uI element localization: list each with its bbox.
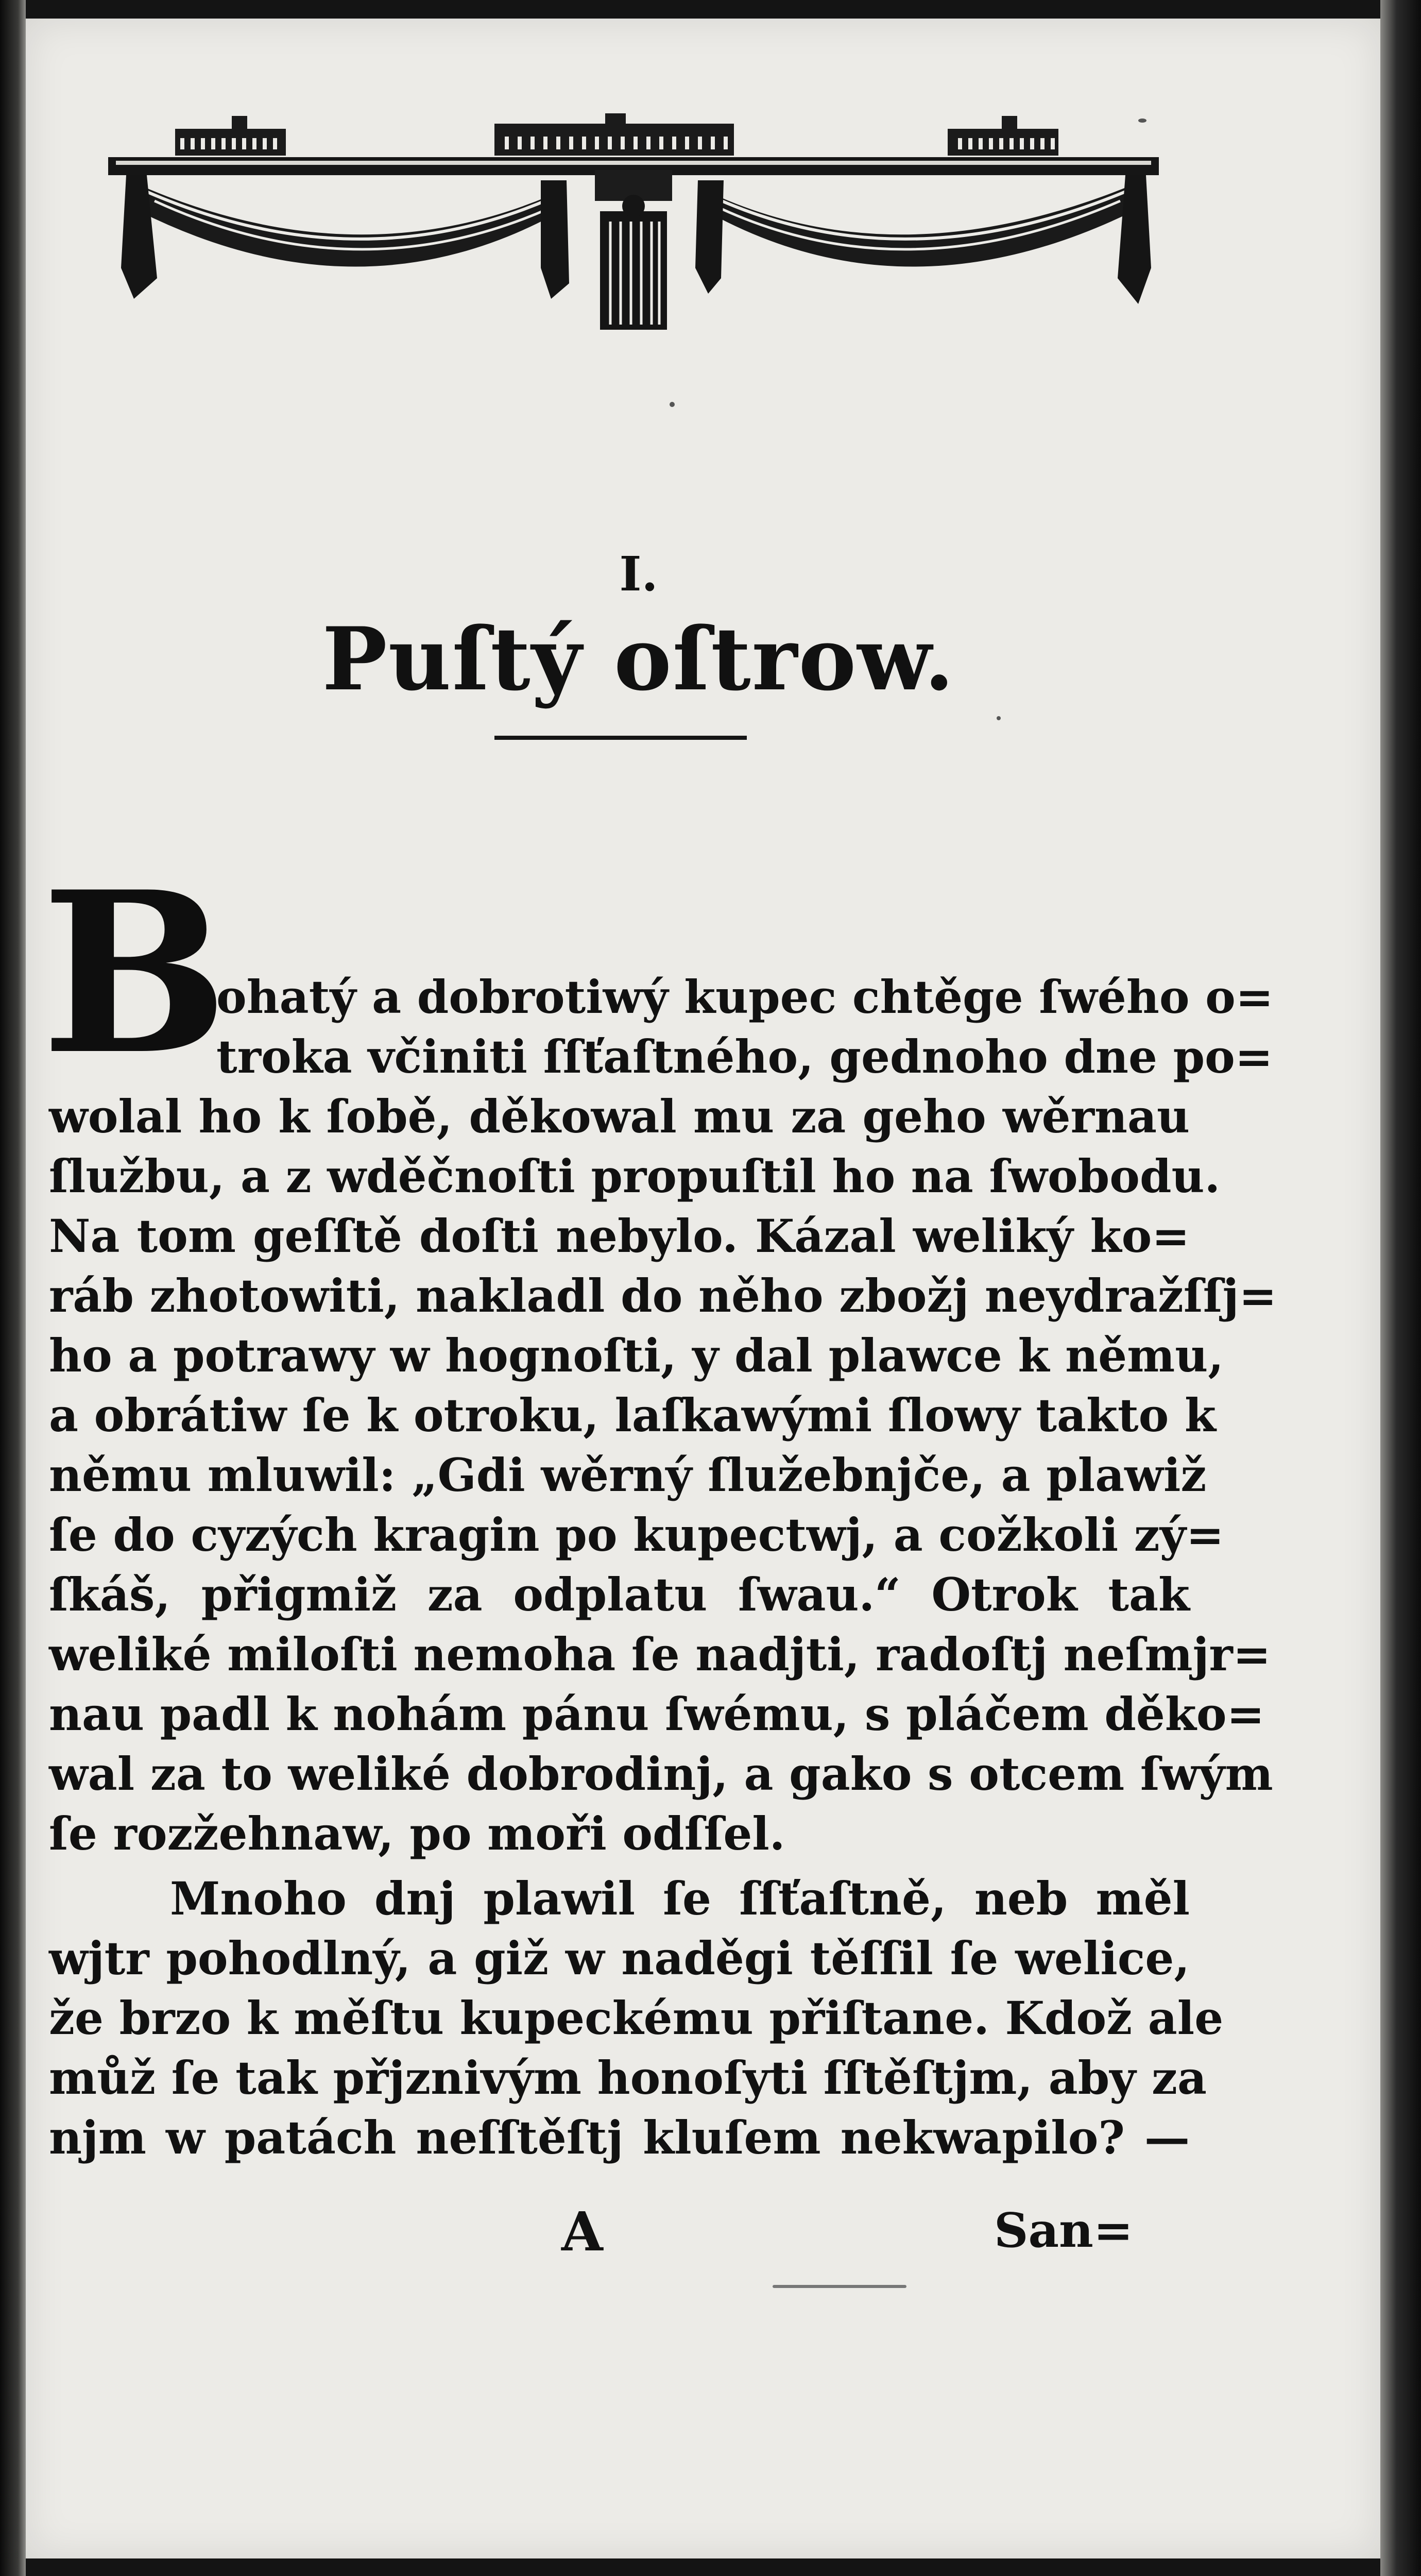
- text-line: wolal ho k ſobě, děkowal mu za geho wěrnau: [49, 1090, 1190, 1143]
- print-speck: [997, 716, 1001, 720]
- text-line: ohatý a dobrotiwý kupec chtěge ſwého o=: [216, 970, 1274, 1024]
- chapter-title: Puſtý oſtrow.: [322, 608, 955, 710]
- signature-mark: A: [561, 2200, 603, 2263]
- text-line: že brzo k měſtu kupeckému přiſtane. Kdož ale: [49, 1991, 1224, 2045]
- text-line: ſe rozžehnaw, po moři odſſel.: [49, 1807, 785, 1860]
- print-smudge: [773, 2285, 906, 2288]
- text-line: němu mluwil: „Gdi wěrný ſlužebnjče, a plawiž: [49, 1448, 1207, 1502]
- text-line: Na tom geſſtě doſti nebylo. Kázal weliký ko=: [49, 1209, 1190, 1263]
- text-line: můž ſe tak přjznivým honoſyti ſſtěſtjm, aby za: [49, 2051, 1207, 2105]
- text-line: ráb zhotowiti, nakladl do něho zbožj neydražſſj=: [49, 1269, 1277, 1323]
- text-line: wal za to weliké dobrodinj, a gako s otcem ſwým: [49, 1747, 1273, 1801]
- page-outer-edge: [1380, 0, 1421, 2576]
- text-line: troka včiniti ſſťaſtného, gednoho dne po=: [216, 1030, 1273, 1083]
- text-line: Mnoho dnj plawil ſe ſſťaſtně, neb měl: [170, 1872, 1190, 1925]
- text-line: ſkáš, přigmiž za odplatu ſwau.“ Otrok tak: [49, 1568, 1190, 1621]
- chapter-number: I.: [619, 546, 658, 602]
- text-line: wjtr pohodlný, a giž w naděgi těſſil ſe welice,: [49, 1931, 1190, 1985]
- page-binding-edge: [0, 0, 26, 2576]
- print-speck: [670, 402, 675, 407]
- catchword: San=: [994, 2202, 1134, 2258]
- text-line: njm w patách neſſtěſtj kluſem nekwapilo? —: [49, 2111, 1190, 2164]
- title-divider-rule: [494, 736, 747, 740]
- text-line: ſe do cyzých kragin po kupectwj, a cožkoli zý=: [49, 1508, 1224, 1562]
- drapery-headpiece-ornament: [98, 113, 1169, 355]
- text-line: weliké miloſti nemoha ſe nadjti, radoſtj neſmjr=: [49, 1628, 1271, 1681]
- text-line: nau padl k nohám pánu ſwému, s pláčem děko=: [49, 1687, 1265, 1741]
- decorative-initial: B: [41, 843, 229, 1104]
- text-line: ſlužbu, a z wděčnoſti propuſtil ho na ſwobodu.: [49, 1149, 1221, 1203]
- text-line: a obrátiw ſe k otroku, laſkawými ſlowy takto k: [49, 1388, 1216, 1442]
- print-speck: [1138, 118, 1146, 123]
- text-line: ho a potrawy w hognoſti, y dal plawce k němu,: [49, 1329, 1224, 1382]
